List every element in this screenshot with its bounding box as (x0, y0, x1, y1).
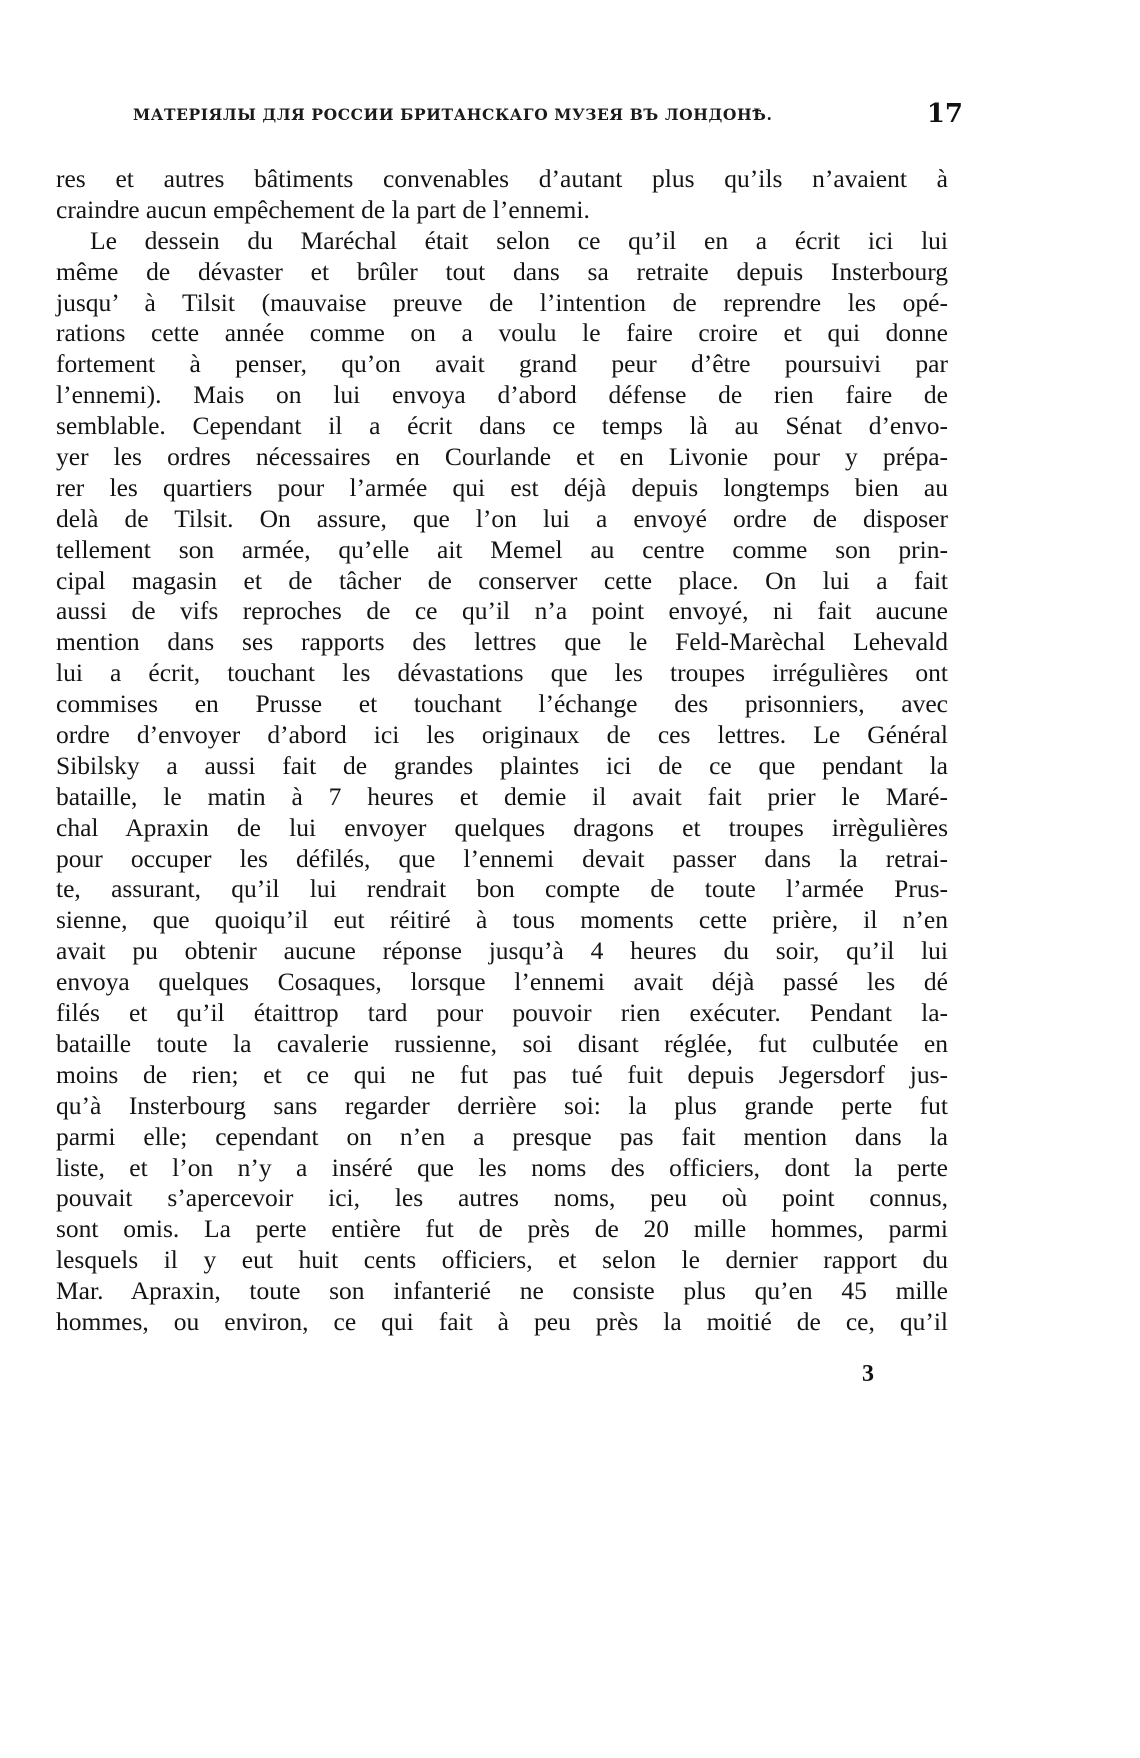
text-line: qu’à Insterbourg sans regarder derrière soi: la plus grande perte fut (56, 1090, 948, 1120)
text-line: même de dévaster et brûler tout dans sa retraite depuis Insterbourg (56, 256, 948, 286)
text-line: Le dessein du Maréchal était selon ce qu’il en a écrit ici lui (90, 225, 948, 255)
text-line: chal Apraxin de lui envoyer quelques dragons et troupes irrègulières (56, 812, 948, 842)
text-line: hommes, ou environ, ce qui fait à peu près la moitié de ce, qu’il (56, 1306, 948, 1336)
text-line: cipal magasin et de tâcher de conserver cette place. On lui a fait (56, 565, 948, 595)
text-line: semblable. Cependant il a écrit dans ce temps là au Sénat d’envo- (56, 411, 948, 441)
text-line: yer les ordres nécessaires en Courlande et en Livonie pour y prépa- (56, 442, 948, 472)
text-line: bataille toute la cavalerie russienne, soi disant réglée, fut culbutée en (56, 1028, 948, 1058)
text-line: parmi elle; cependant on n’en a presque pas fait mention dans la (56, 1121, 948, 1151)
body-text (56, 164, 948, 1338)
text-line: Sibilsky a aussi fait de grandes plaintes ici de ce que pendant la (56, 750, 948, 780)
text-line: aussi de vifs reproches de ce qu’il n’a point envoyé, ni fait aucune (56, 596, 948, 626)
text-line: rer les quartiers pour l’armée qui est déjà depuis longtemps bien au (56, 472, 948, 502)
text-line: l’ennemi). Mais on lui envoya d’abord défense de rien faire de (56, 380, 948, 410)
text-line: sont omis. La perte entière fut de près de 20 mille hommes, parmi (56, 1214, 948, 1244)
text-line: pouvait s’apercevoir ici, les autres noms, peu où point connus, (56, 1183, 948, 1213)
text-line: bataille, le matin à 7 heures et demie il avait fait prier le Maré- (56, 781, 948, 811)
text-line: sienne, que quoiqu’il eut réitiré à tous moments cette prière, il n’en (56, 905, 948, 935)
text-line: lui a écrit, touchant les dévastations que les troupes irrégulières ont (56, 658, 948, 688)
page-number: 17 (926, 99, 963, 129)
text-line: lesquels il y eut huit cents officiers, et selon le dernier rapport du (56, 1245, 948, 1275)
signature-mark: 3 (862, 1361, 874, 1387)
text-line: envoya quelques Cosaques, lorsque l’ennemi avait déjà passé les dé (56, 967, 948, 997)
text-line: commises en Prusse et touchant l’échange des prisonniers, avec (56, 689, 948, 719)
text-line: rations cette année comme on a voulu le faire croire et qui donne (56, 318, 948, 348)
text-line: moins de rien; et ce qui ne fut pas tué fuit depuis Jegersdorf jus- (56, 1059, 948, 1089)
text-line: avait pu obtenir aucune réponse jusqu’à 4 heures du soir, qu’il lui (56, 936, 948, 966)
text-line: fortement à penser, qu’on avait grand peur d’être poursuivi par (56, 349, 948, 379)
text-line: jusqu’ à Tilsit (mauvaise preuve de l’intention de reprendre les opé- (56, 287, 948, 317)
text-line: filés et qu’il étaittrop tard pour pouvoir rien exécuter. Pendant la- (56, 998, 948, 1028)
running-head: МАТЕРІЯЛЫ ДЛЯ РОССИИ БРИТАНСКАГО МУЗЕЯ ВЪ ЛОНДОНѢ. (133, 105, 773, 124)
text-line: pour occuper les défilés, que l’ennemi devait passer dans la retrai- (56, 843, 948, 873)
text-line: te, assurant, qu’il lui rendrait bon compte de toute l’armée Prus- (56, 874, 948, 904)
text-line: ordre d’envoyer d’abord ici les originaux de ces lettres. Le Général (56, 720, 948, 750)
text-line: mention dans ses rapports des lettres que le Feld-Marèchal Lehevald (56, 627, 948, 657)
text-line: delà de Tilsit. On assure, que l’on lui a envoyé ordre de disposer (56, 503, 948, 533)
text-line: tellement son armée, qu’elle ait Memel au centre comme son prin- (56, 534, 948, 564)
text-line: Mar. Apraxin, toute son infanterié ne consiste plus qu’en 45 mille (56, 1276, 948, 1306)
text-line: liste, et l’on n’y a inséré que les noms des officiers, dont la perte (56, 1152, 948, 1182)
page-header (133, 99, 963, 139)
text-line: craindre aucun empêchement de la part de l’ennemi. (56, 194, 590, 224)
text-line: res et autres bâtiments convenables d’autant plus qu’ils n’avaient à (56, 164, 948, 193)
